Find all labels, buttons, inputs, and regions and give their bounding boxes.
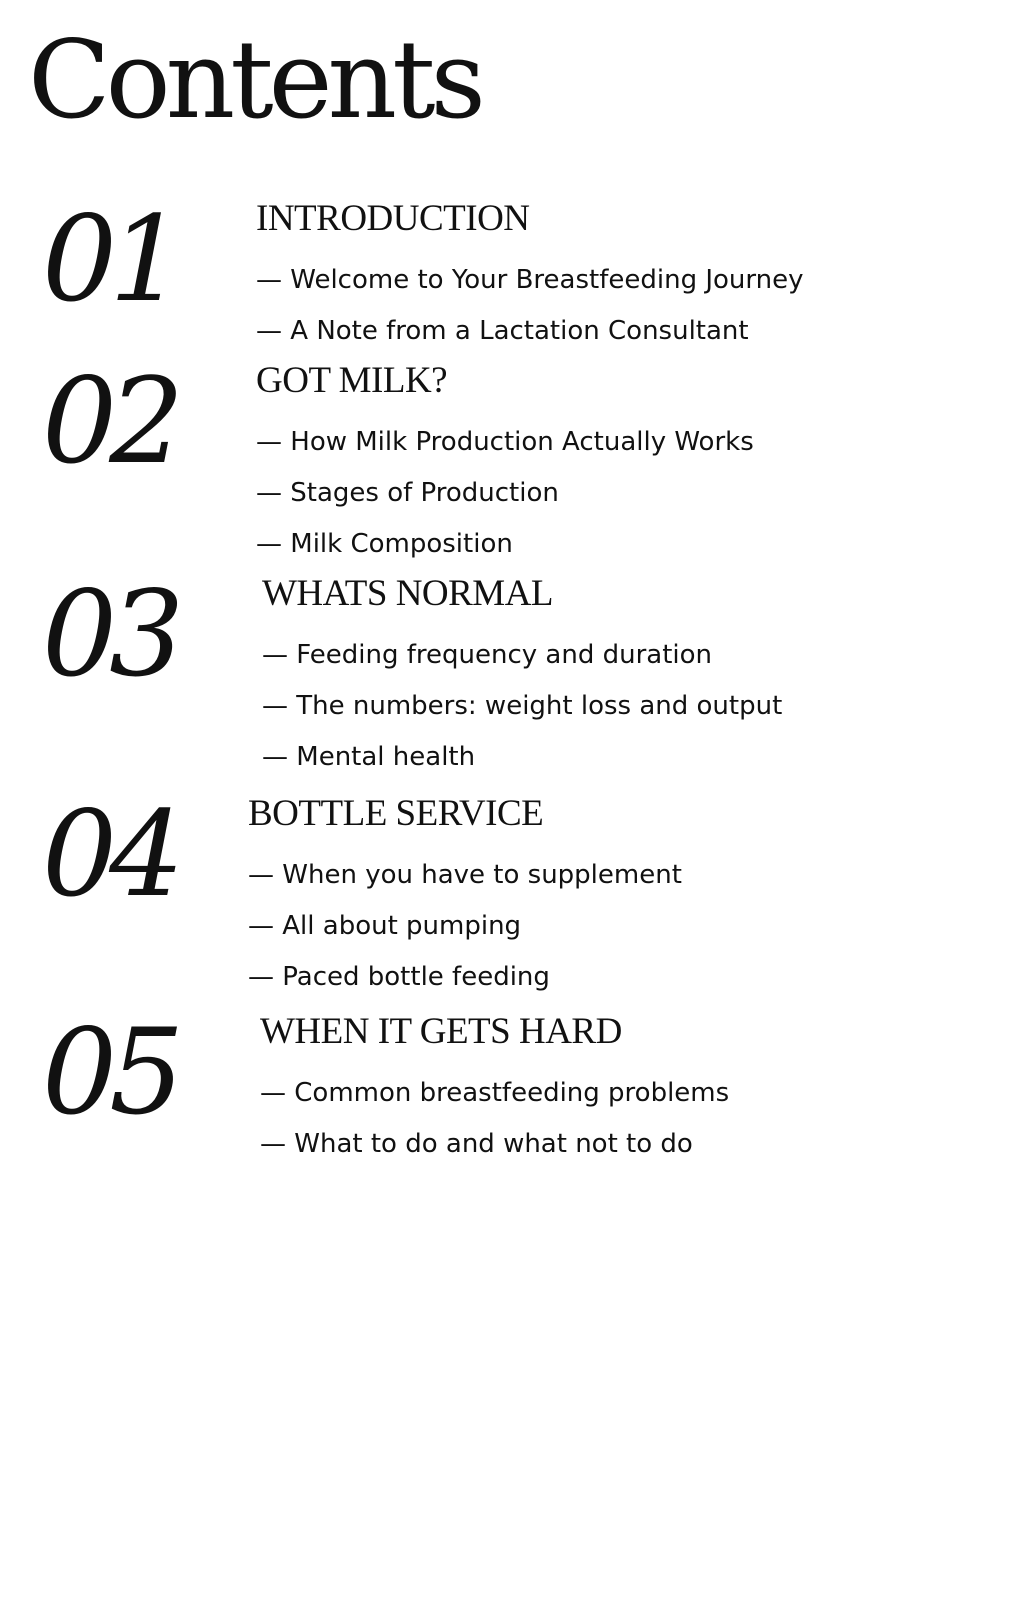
- section-items: [256, 417, 754, 570]
- section-heading: GOT MILK?: [256, 360, 448, 401]
- list-item: — Mental health: [262, 742, 476, 772]
- section-items: [248, 850, 682, 1003]
- section-heading: INTRODUCTION: [256, 198, 530, 239]
- list-item: — Stages of Production: [256, 478, 559, 508]
- list-item: — The numbers: weight loss and output: [262, 691, 783, 721]
- section-heading: BOTTLE SERVICE: [248, 793, 544, 834]
- section-items: [260, 1068, 729, 1170]
- list-item: — Welcome to Your Breastfeeding Journey: [256, 265, 804, 295]
- list-item: — When you have to supplement: [248, 860, 682, 890]
- list-item: — Feeding frequency and duration: [262, 640, 713, 670]
- list-item: — Paced bottle feeding: [248, 962, 550, 992]
- page-title: Contents: [28, 18, 481, 143]
- section-items: [262, 630, 782, 783]
- list-item: — Common breastfeeding problems: [260, 1078, 730, 1108]
- list-item: — A Note from a Lactation Consultant: [256, 316, 749, 346]
- section-heading: WHATS NORMAL: [262, 573, 554, 614]
- section-heading: WHEN IT GETS HARD: [260, 1011, 622, 1052]
- list-item: — Milk Composition: [256, 529, 513, 559]
- list-item: — What to do and what not to do: [260, 1129, 693, 1159]
- section-number: 02: [42, 352, 177, 490]
- section-items: [256, 255, 804, 357]
- list-item: — How Milk Production Actually Works: [256, 427, 754, 457]
- section-number: 01: [42, 190, 177, 328]
- section-number: 05: [42, 1003, 177, 1141]
- section-number: 03: [42, 565, 177, 703]
- section-number: 04: [42, 785, 177, 923]
- list-item: — All about pumping: [248, 911, 522, 941]
